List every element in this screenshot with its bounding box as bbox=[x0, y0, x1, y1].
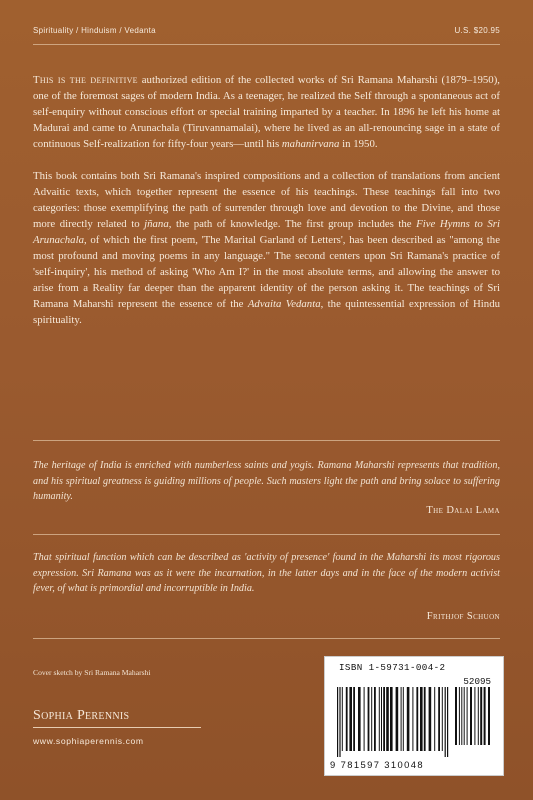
publisher-name: Sophia Perennis bbox=[33, 708, 130, 723]
barcode-bar bbox=[478, 687, 479, 745]
barcode-bar bbox=[353, 687, 355, 751]
price-label: U.S. $20.95 bbox=[454, 26, 500, 35]
price-code: 52095 bbox=[463, 676, 491, 687]
barcode-bar bbox=[407, 687, 410, 751]
barcode-bar bbox=[371, 687, 372, 751]
divider-2 bbox=[33, 534, 500, 535]
barcode-bar bbox=[480, 687, 482, 745]
barcode-bar bbox=[474, 687, 475, 745]
description-paragraph-2: This book contains both Sri Ramana's inspired compositions and a collection of translations from ancient Advaitic texts, which together represent the essence of his teachings. These teachings fall into two categories: those exemplifying the path of surrender through love and devotion to the Divine, and those more directly related to jñana, the path of knowledge. The first group includes the Five Hymns to Sri Arunachala, of which the first poem, 'The Marital Garland of Letters', has been described as "among the most profound and moving poems in any language." The second centers upon Sri Ramana's practice of 'self-inquiry', his method of asking 'Who Am I?' in the most absolute terms, and allowing the answer to arise from a Reality far deeper than the apparent identity of the person asking it. The teachings of Sri Ramana Maharshi represent the essence of the Advaita Vedanta, the quintessential expression of Hindu spirituality. bbox=[33, 170, 500, 326]
publisher-logo bbox=[33, 708, 201, 728]
barcode-bar bbox=[488, 687, 490, 745]
barcode-bar bbox=[424, 687, 426, 751]
quote-author-dalai-lama: The Dalai Lama bbox=[426, 505, 500, 516]
isbn-label: ISBN 1-59731-004-2 bbox=[339, 662, 446, 673]
barcode-bar bbox=[467, 687, 468, 745]
barcode-bar bbox=[420, 687, 423, 751]
top-bar bbox=[33, 26, 500, 35]
barcode-bar bbox=[342, 687, 343, 751]
barcode-bar bbox=[455, 687, 457, 745]
barcode-bar bbox=[438, 687, 440, 751]
barcode-bar bbox=[470, 687, 472, 745]
barcode-bar bbox=[379, 687, 380, 751]
barcode-bar bbox=[358, 687, 361, 751]
publisher-url: www.sophiaperennis.com bbox=[33, 736, 144, 746]
quote-schuon: That spiritual function which can be described as 'activity of presence' found in the Maharshi its most rigorous expression. Sri Ramana was as it were the incarnation, in the latter days and in the face of the modern activist fever, of what is primordial and incorruptible in India. bbox=[33, 552, 500, 594]
divider-1 bbox=[33, 440, 500, 441]
cover-credit: Cover sketch by Sri Ramana Maharshi bbox=[33, 668, 151, 677]
barcode-bar bbox=[447, 687, 448, 757]
barcode-bar bbox=[401, 687, 402, 751]
barcode-bar bbox=[386, 687, 389, 751]
description bbox=[33, 72, 500, 344]
barcode-bar bbox=[445, 687, 446, 757]
barcode-bar bbox=[346, 687, 348, 751]
barcode-bar bbox=[484, 687, 486, 745]
barcode-bar bbox=[337, 687, 338, 757]
barcode-bar bbox=[464, 687, 465, 745]
divider-3 bbox=[33, 638, 500, 639]
barcode bbox=[335, 687, 495, 757]
barcode-bar bbox=[412, 687, 413, 751]
publisher-underline bbox=[33, 727, 201, 728]
barcode-bar bbox=[368, 687, 370, 751]
barcode-bar bbox=[339, 687, 340, 757]
ean-digits: 9 781597 310048 bbox=[330, 759, 424, 770]
top-rule bbox=[33, 44, 500, 45]
barcode-bar bbox=[403, 687, 404, 751]
barcode-bar bbox=[364, 687, 365, 751]
barcode-bar bbox=[349, 687, 352, 751]
barcode-panel bbox=[324, 656, 504, 776]
barcode-bar bbox=[390, 687, 393, 751]
barcode-bar bbox=[374, 687, 376, 751]
lead-in: This is the definitive bbox=[33, 74, 138, 86]
quote-dalai-lama: The heritage of India is enriched with numberless saints and yogis. Ramana Maharshi represents that tradition, and his spiritual greatness is guiding millions of people. Such masters light the path and bring solace to suffering humanity. bbox=[33, 460, 500, 502]
barcode-bar bbox=[461, 687, 462, 745]
barcode-bar bbox=[429, 687, 432, 751]
category-label: Spirituality / Hinduism / Vedanta bbox=[33, 26, 156, 35]
quote-author-schuon: Frithjof Schuon bbox=[426, 611, 500, 622]
barcode-bar bbox=[396, 687, 399, 751]
barcode-bar bbox=[434, 687, 435, 751]
barcode-bar bbox=[442, 687, 443, 751]
barcode-bar bbox=[381, 687, 382, 751]
barcode-bar bbox=[459, 687, 460, 745]
barcode-bar bbox=[416, 687, 418, 751]
barcode-bar bbox=[383, 687, 385, 751]
description-paragraph-1: This is the definitive authorized edition of the collected works of Sri Ramana Maharshi (1879–1950), one of the foremost sages of modern India. As a teenager, he realized the Self through a spontaneous act of self-enquiry without conscious effort or special training imparted by a teacher. In 1896 he left his home at Madurai and came to Arunachala (Tiruvannamalai), where he lived as an all-renouncing sage in a state of continuous Self-realization for fifty-four years—until his mahanirvana in 1950. bbox=[33, 74, 501, 150]
